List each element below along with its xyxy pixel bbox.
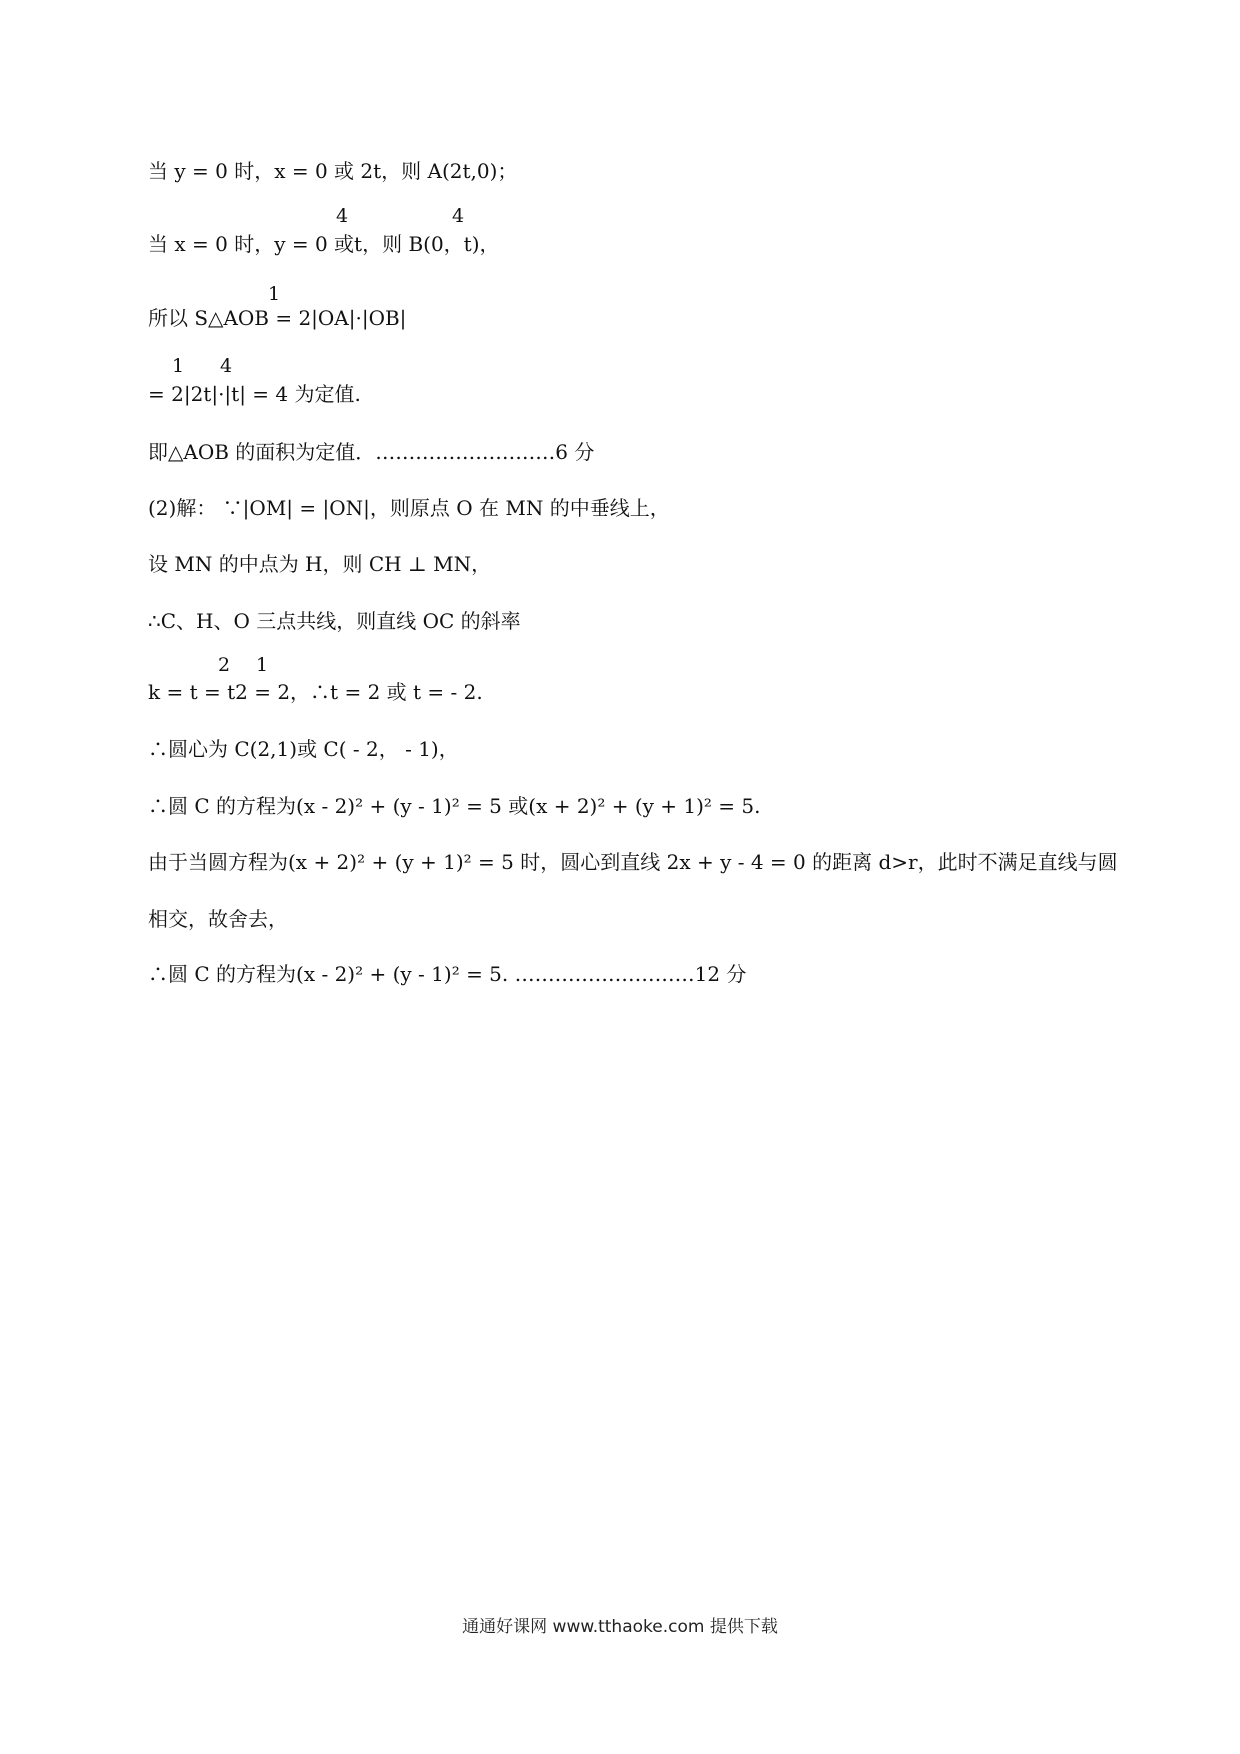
text-line-12: 由于当圆方程为(x + 2)² + (y + 1)² = 5 时，圆心到直线 2x + y - 4 = 0 的距离 d>r，此时不满足直线与圆 (148, 850, 1118, 874)
text-line-7: 设 MN 的中点为 H，则 CH ⊥ MN， (148, 552, 492, 576)
text-line-14: ∴圆 C 的方程为(x - 2)² + (y - 1)² = 5. ………………………12 分 (148, 962, 747, 986)
text-line-9: k = t = t2 = 2，∴t = 2 或 t = - 2. (148, 680, 483, 704)
raised-numeral: 4 (220, 355, 233, 377)
text-line-10: ∴圆心为 C(2,1)或 C( - 2， - 1)， (148, 737, 459, 761)
text-line-1: 当 y = 0 时，x = 0 或 2t，则 A(2t,0)； (148, 159, 518, 183)
text-line-5: 即△AOB 的面积为定值．………………………6 分 (148, 440, 595, 464)
raised-numeral: 1 (256, 654, 269, 676)
text-line-2: 当 x = 0 时，y = 0 或t，则 B(0，t)， (148, 232, 500, 256)
footer-note: 通通好课网 www.tthaoke.com 提供下载 (462, 1617, 778, 1637)
text-line-3: 所以 S△AOB = 2|OA|·|OB| (148, 306, 407, 330)
raised-numeral: 2 (218, 654, 231, 676)
text-line-4: = 2|2t|·|t| = 4 为定值. (148, 382, 361, 406)
raised-numeral: 4 (452, 205, 465, 227)
raised-numeral: 1 (268, 283, 281, 305)
text-line-6: (2)解： ∵|OM| = |ON|，则原点 O 在 MN 的中垂线上， (148, 496, 670, 520)
raised-numeral: 1 (172, 355, 185, 377)
raised-numeral: 4 (336, 205, 349, 227)
text-line-13: 相交，故舍去， (148, 907, 288, 931)
text-line-11: ∴圆 C 的方程为(x - 2)² + (y - 1)² = 5 或(x + 2)² + (y + 1)² = 5. (148, 794, 761, 818)
text-line-8: ∴C、H、O 三点共线，则直线 OC 的斜率 (148, 609, 521, 633)
